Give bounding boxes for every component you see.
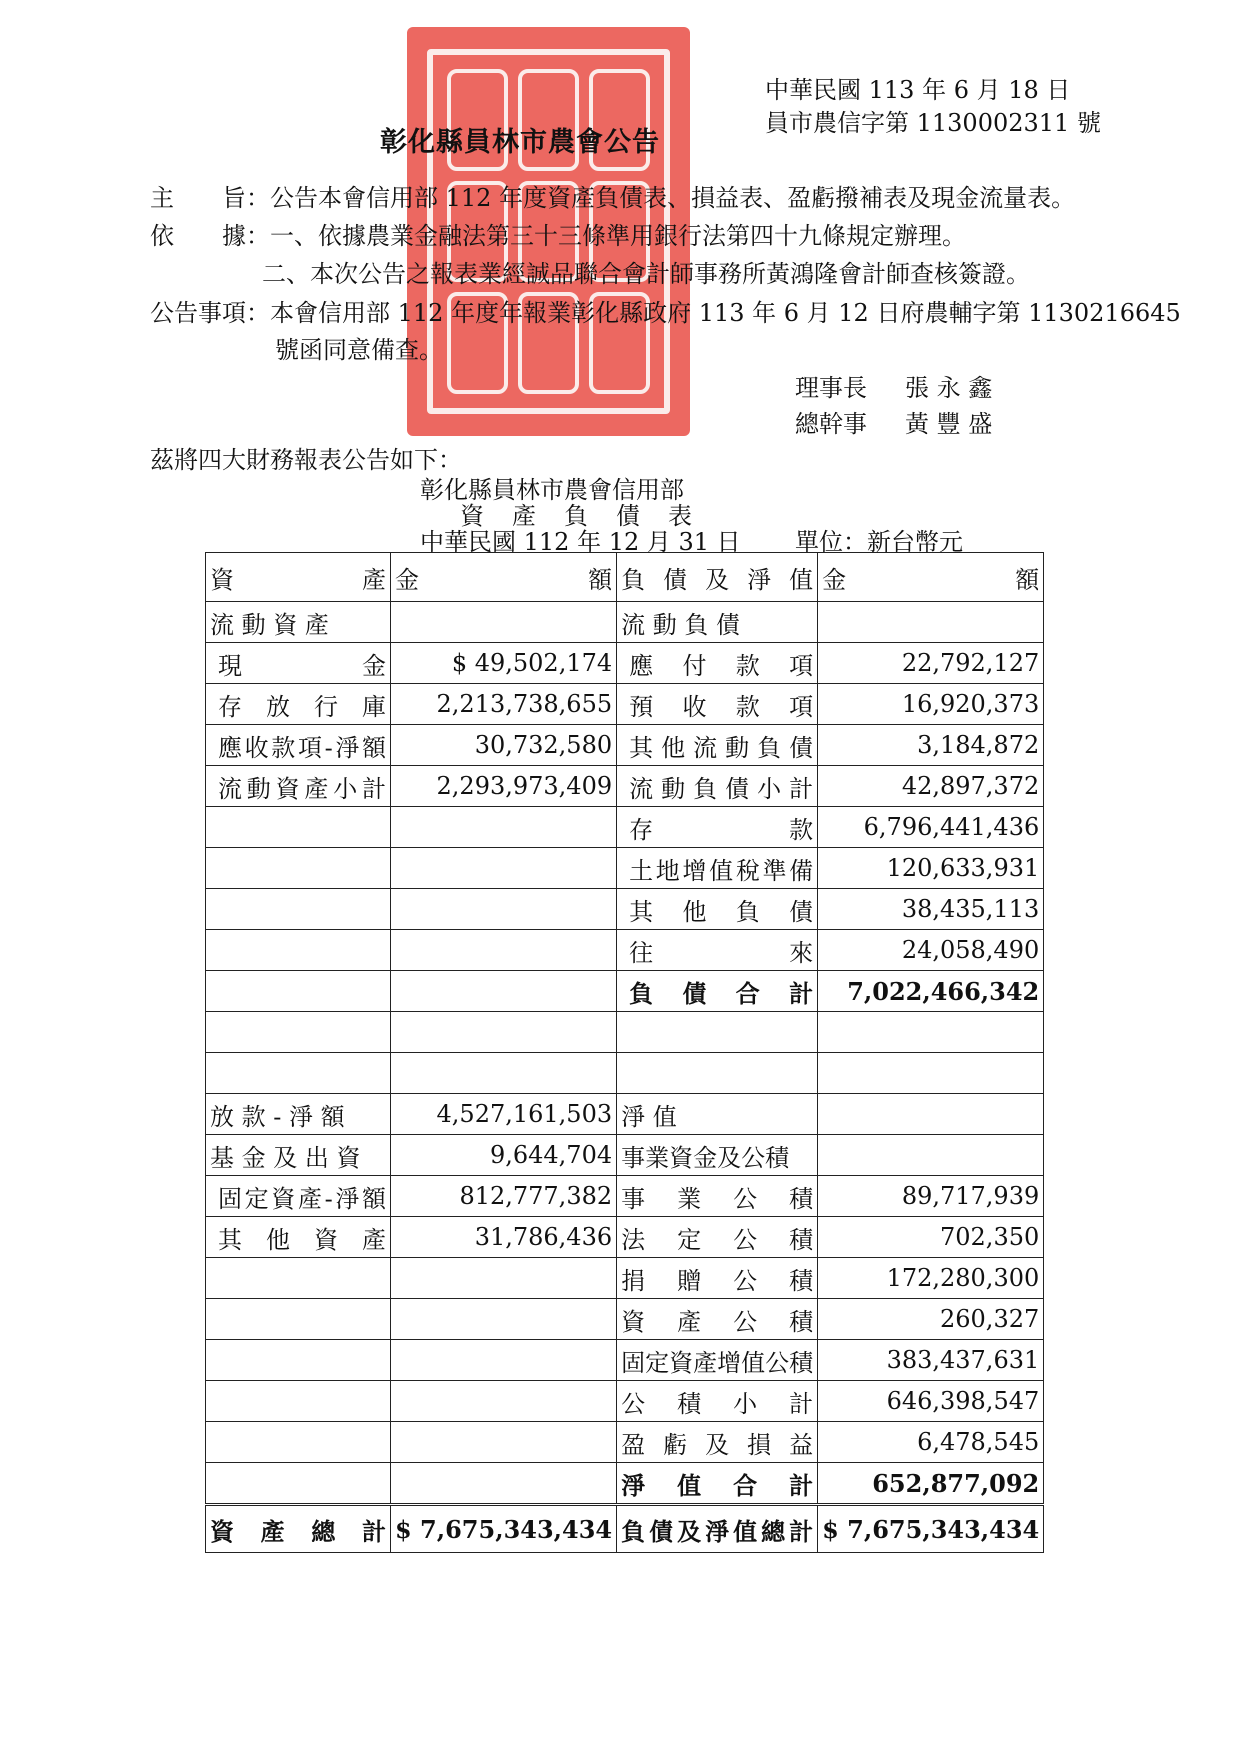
table-row bbox=[206, 889, 1044, 930]
subject-label: 主 旨： bbox=[150, 184, 270, 212]
liability-amount-cell: 6,796,441,436 bbox=[818, 807, 1044, 848]
table-row bbox=[206, 1094, 1044, 1135]
liability-label-cell: 捐 贈 公 積 bbox=[617, 1258, 818, 1299]
liability-amount-cell: 652,877,092 bbox=[818, 1463, 1044, 1505]
liability-amount-cell bbox=[818, 1135, 1044, 1176]
chairman-title: 理事長 bbox=[795, 374, 867, 402]
statement-date: 中華民國 112 年 12 月 31 日 bbox=[420, 528, 741, 556]
asset-amount-cell: 812,777,382 bbox=[391, 1176, 617, 1217]
liability-amount-cell: 6,478,545 bbox=[818, 1422, 1044, 1463]
notice-label: 公告事項： bbox=[150, 299, 270, 327]
header-amount-2: 金 額 bbox=[818, 553, 1044, 602]
liability-label-cell: 負 債 合 計 bbox=[617, 971, 818, 1012]
asset-label-cell: 流 動 資 產 bbox=[206, 602, 391, 643]
liability-label-cell: 資 產 公 積 bbox=[617, 1299, 818, 1340]
liability-label-cell: 盈 虧 及 損 益 bbox=[617, 1422, 818, 1463]
table-row bbox=[206, 1422, 1044, 1463]
table-row bbox=[206, 766, 1044, 807]
liability-label-cell: 預 收 款 項 bbox=[617, 684, 818, 725]
asset-amount-cell bbox=[391, 1340, 617, 1381]
liability-label-cell: 其他流動負債 bbox=[617, 725, 818, 766]
asset-label-cell: 放 款 - 淨 額 bbox=[206, 1094, 391, 1135]
asset-label-cell: 其 他 資 產 bbox=[206, 1217, 391, 1258]
subject-line bbox=[150, 178, 1075, 213]
asset-amount-cell: 30,732,580 bbox=[391, 725, 617, 766]
asset-label-cell bbox=[206, 889, 391, 930]
liability-label-cell: 應 付 款 項 bbox=[617, 643, 818, 684]
liability-label-cell: 淨 值 bbox=[617, 1094, 818, 1135]
announcement-date: 中華民國 113 年 6 月 18 日 bbox=[765, 76, 1071, 104]
liability-label-cell: 淨 值 合 計 bbox=[617, 1463, 818, 1505]
liability-amount-cell: 24,058,490 bbox=[818, 930, 1044, 971]
liability-amount-cell: 172,280,300 bbox=[818, 1258, 1044, 1299]
asset-label-cell bbox=[206, 1258, 391, 1299]
asset-amount-cell bbox=[391, 889, 617, 930]
liability-label-cell: 事 業 公 積 bbox=[617, 1176, 818, 1217]
liability-amount-cell: 702,350 bbox=[818, 1217, 1044, 1258]
asset-amount-cell: 9,644,704 bbox=[391, 1135, 617, 1176]
general-manager-name: 黃 豐 盛 bbox=[905, 410, 993, 438]
document-title: 彰化縣員林市農會公告 bbox=[380, 127, 660, 158]
asset-label-cell: 應收款項-淨額 bbox=[206, 725, 391, 766]
asset-label-cell bbox=[206, 1381, 391, 1422]
liability-amount-cell: 42,897,372 bbox=[818, 766, 1044, 807]
liability-amount-cell: 120,633,931 bbox=[818, 848, 1044, 889]
asset-amount-cell bbox=[391, 807, 617, 848]
table-row bbox=[206, 848, 1044, 889]
table-row bbox=[206, 1012, 1044, 1053]
basis-text-2: 二、本次公告之報表業經誠品聯合會計師事務所黃鴻隆會計師查核簽證。 bbox=[262, 260, 1030, 288]
liability-label-cell: 流動負債小計 bbox=[617, 766, 818, 807]
asset-label-cell bbox=[206, 1299, 391, 1340]
liability-amount-cell: 89,717,939 bbox=[818, 1176, 1044, 1217]
table-row bbox=[206, 807, 1044, 848]
asset-amount-cell bbox=[391, 930, 617, 971]
asset-label-cell: 流動資產小計 bbox=[206, 766, 391, 807]
header-amount: 金 額 bbox=[391, 553, 617, 602]
total-asset-label: 資 產 總 計 bbox=[206, 1505, 391, 1553]
asset-amount-cell bbox=[391, 1299, 617, 1340]
asset-amount-cell: 4,527,161,503 bbox=[391, 1094, 617, 1135]
table-row bbox=[206, 1463, 1044, 1505]
liability-amount-cell: 38,435,113 bbox=[818, 889, 1044, 930]
liability-label-cell: 法 定 公 積 bbox=[617, 1217, 818, 1258]
asset-label-cell bbox=[206, 1463, 391, 1505]
liability-label-cell: 往 來 bbox=[617, 930, 818, 971]
basis-text-1: 一、依據農業金融法第三十三條準用銀行法第四十九條規定辦理。 bbox=[270, 222, 966, 250]
liability-amount-cell: 260,327 bbox=[818, 1299, 1044, 1340]
asset-amount-cell: 2,293,973,409 bbox=[391, 766, 617, 807]
liability-amount-cell bbox=[818, 1094, 1044, 1135]
liability-label-cell bbox=[617, 1012, 818, 1053]
asset-amount-cell bbox=[391, 1053, 617, 1094]
asset-amount-cell: 31,786,436 bbox=[391, 1217, 617, 1258]
notice-text-2: 號函同意備查。 bbox=[275, 336, 443, 364]
liability-label-cell bbox=[617, 1053, 818, 1094]
liability-label-cell: 公 積 小 計 bbox=[617, 1381, 818, 1422]
asset-label-cell: 現 金 bbox=[206, 643, 391, 684]
statement-org: 彰化縣員林市農會信用部 bbox=[420, 476, 684, 504]
balance-sheet-table bbox=[205, 552, 1044, 1553]
liability-label-cell: 固定資產增值公積 bbox=[617, 1340, 818, 1381]
asset-amount-cell bbox=[391, 1258, 617, 1299]
table-row bbox=[206, 930, 1044, 971]
asset-label-cell bbox=[206, 1053, 391, 1094]
total-asset-value: $ 7,675,343,434 bbox=[391, 1505, 617, 1553]
liability-amount-cell: 383,437,631 bbox=[818, 1340, 1044, 1381]
liability-amount-cell: 646,398,547 bbox=[818, 1381, 1044, 1422]
table-row bbox=[206, 1381, 1044, 1422]
statement-unit: 單位：新台幣元 bbox=[795, 528, 963, 556]
asset-label-cell bbox=[206, 930, 391, 971]
asset-label-cell bbox=[206, 848, 391, 889]
table-row bbox=[206, 1258, 1044, 1299]
asset-amount-cell bbox=[391, 1012, 617, 1053]
liability-amount-cell: 3,184,872 bbox=[818, 725, 1044, 766]
liability-amount-cell: 7,022,466,342 bbox=[818, 971, 1044, 1012]
chairman-name: 張 永 鑫 bbox=[905, 374, 993, 402]
table-row bbox=[206, 1176, 1044, 1217]
liability-label-cell: 流 動 負 債 bbox=[617, 602, 818, 643]
asset-amount-cell bbox=[391, 971, 617, 1012]
table-total-row bbox=[206, 1505, 1044, 1553]
asset-label-cell: 基 金 及 出 資 bbox=[206, 1135, 391, 1176]
table-header-row bbox=[206, 553, 1044, 602]
liability-label-cell: 存 款 bbox=[617, 807, 818, 848]
asset-amount-cell bbox=[391, 1381, 617, 1422]
general-manager-title: 總幹事 bbox=[795, 410, 867, 438]
asset-amount-cell bbox=[391, 848, 617, 889]
table-row bbox=[206, 971, 1044, 1012]
subject-text: 公告本會信用部 112 年度資產負債表、損益表、盈虧撥補表及現金流量表。 bbox=[270, 184, 1076, 212]
asset-label-cell bbox=[206, 1340, 391, 1381]
asset-label-cell bbox=[206, 807, 391, 848]
asset-amount-cell: 2,213,738,655 bbox=[391, 684, 617, 725]
liability-label-cell: 土地增值稅準備 bbox=[617, 848, 818, 889]
table-row bbox=[206, 1053, 1044, 1094]
asset-amount-cell bbox=[391, 602, 617, 643]
liability-label-cell: 其 他 負 債 bbox=[617, 889, 818, 930]
asset-label-cell: 固定資產-淨額 bbox=[206, 1176, 391, 1217]
asset-label-cell bbox=[206, 1422, 391, 1463]
liability-amount-cell: 16,920,373 bbox=[818, 684, 1044, 725]
liability-amount-cell bbox=[818, 1012, 1044, 1053]
liability-amount-cell bbox=[818, 1053, 1044, 1094]
table-row bbox=[206, 1340, 1044, 1381]
liability-amount-cell: 22,792,127 bbox=[818, 643, 1044, 684]
statement-name: 資 產 負 債 表 bbox=[460, 502, 694, 530]
table-row bbox=[206, 684, 1044, 725]
total-liab-label: 負債及淨值總計 bbox=[617, 1505, 818, 1553]
basis-label: 依 據： bbox=[150, 222, 270, 250]
intro-text: 茲將四大財務報表公告如下： bbox=[150, 446, 462, 474]
asset-amount-cell: $ 49,502,174 bbox=[391, 643, 617, 684]
liability-amount-cell bbox=[818, 602, 1044, 643]
header-liabilities-equity: 負 債 及 淨 值 bbox=[617, 553, 818, 602]
asset-label-cell bbox=[206, 1012, 391, 1053]
asset-amount-cell bbox=[391, 1463, 617, 1505]
asset-amount-cell bbox=[391, 1422, 617, 1463]
header-asset: 資 產 bbox=[206, 553, 391, 602]
table-row bbox=[206, 1299, 1044, 1340]
basis-line-1 bbox=[150, 216, 966, 251]
liability-label-cell: 事業資金及公積 bbox=[617, 1135, 818, 1176]
asset-label-cell: 存 放 行 庫 bbox=[206, 684, 391, 725]
table-row bbox=[206, 1217, 1044, 1258]
total-liab-value: $ 7,675,343,434 bbox=[818, 1505, 1044, 1553]
reference-number: 員市農信字第 1130002311 號 bbox=[765, 109, 1101, 137]
notice-text-1: 本會信用部 112 年度年報業彰化縣政府 113 年 6 月 12 日府農輔字第 1130216645 bbox=[270, 299, 1181, 327]
asset-label-cell bbox=[206, 971, 391, 1012]
table-row bbox=[206, 725, 1044, 766]
table-row bbox=[206, 1135, 1044, 1176]
notice-line-1 bbox=[150, 293, 1181, 328]
table-row bbox=[206, 643, 1044, 684]
table-body bbox=[206, 602, 1044, 1505]
table-row bbox=[206, 602, 1044, 643]
